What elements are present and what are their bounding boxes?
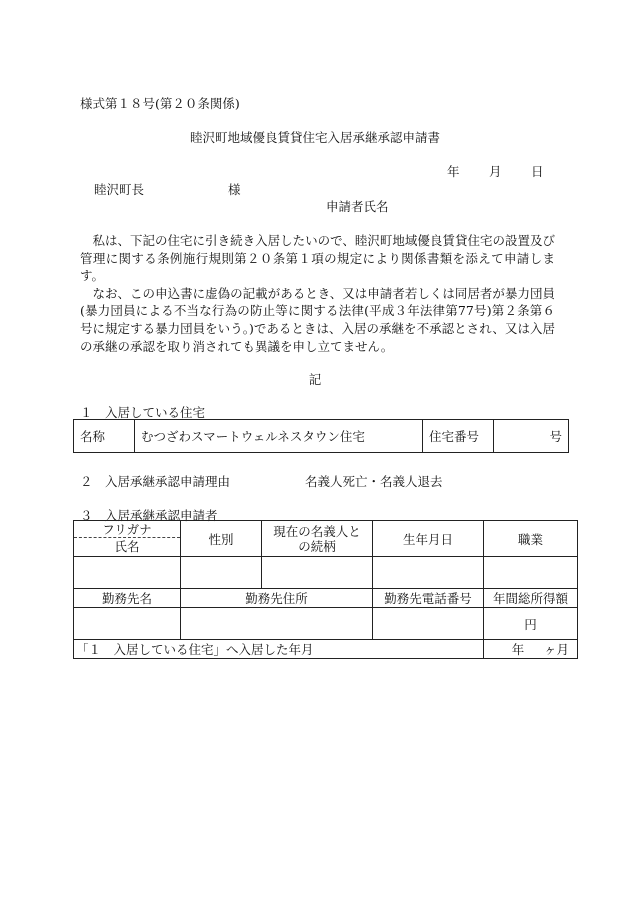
header-workplace-phone: 勤務先電話番号 xyxy=(373,589,484,608)
workplace-address-cell[interactable] xyxy=(181,608,373,640)
succession-reason-value[interactable]: 名義人死亡・名義人退去 xyxy=(305,474,443,489)
applicant-name-label: 申請者氏名 xyxy=(326,199,389,214)
date-day-label: 日 xyxy=(531,164,544,179)
income-suffix: 円 xyxy=(524,616,537,632)
document-title: 睦沢町地域優良賃貸住宅入居承継承認申請書 xyxy=(189,130,440,145)
addressee-suffix: 様 xyxy=(228,182,241,197)
header-name: 氏名 xyxy=(114,539,140,554)
housing-table xyxy=(73,419,569,453)
applicant-gender-cell[interactable] xyxy=(181,557,262,589)
addressee-name: 睦沢町長 xyxy=(94,182,145,197)
declaration-paragraph-2: なお、この申込書に虚偽の記載があるとき、又は申請者若しくは同居者が暴力団員(暴力団員による不当な行為の防止等に関する法律(平成３年法律第77号)第２条第６号に規定する暴力団員をいう。)であるときは、入居の承継を不承認とされ、又は入居の承継の承認を取り消されても異議を申し立てません。 xyxy=(80,285,555,354)
applicant-occupation-cell[interactable] xyxy=(484,557,578,589)
section2-heading-text: ２ 入居承継承認申請理由 xyxy=(80,474,231,489)
housing-number-field[interactable] xyxy=(494,420,569,453)
header-occupation: 職業 xyxy=(484,521,578,557)
header-workplace-name: 勤務先名 xyxy=(74,589,181,608)
housing-name-value[interactable]: むつざわスマートウェルネスタウン住宅 xyxy=(135,420,423,453)
declaration-paragraph-1: 私は、下記の住宅に引き続き入居したいので、睦沢町地域優良賃貸住宅の設置及び管理に関する条例施行規則第２０条第１項の規定により関係書類を添えて申請します。 xyxy=(80,233,555,284)
section1-heading: １ 入居している住宅 xyxy=(80,405,206,420)
header-furigana: フリガナ xyxy=(74,522,180,538)
ki-heading: 記 xyxy=(308,372,322,387)
moved-in-label: 「１ 入居している住宅」へ入居した年月 xyxy=(74,640,484,659)
moved-in-year-label: 年 xyxy=(511,642,525,657)
applicant-relation-cell[interactable] xyxy=(262,557,373,589)
header-relation xyxy=(262,521,373,557)
moved-in-date-cell[interactable] xyxy=(484,640,578,659)
header-birthdate: 生年月日 xyxy=(373,521,484,557)
header-name-cell xyxy=(74,521,181,557)
section2-heading xyxy=(80,472,443,490)
workplace-phone-cell[interactable] xyxy=(373,608,484,640)
applicant-name-cell[interactable] xyxy=(74,557,181,589)
date-year-label: 年 xyxy=(447,164,460,179)
applicant-table xyxy=(73,520,578,659)
header-gender: 性別 xyxy=(181,521,262,557)
declaration-text xyxy=(80,232,555,355)
housing-name-label: 名称 xyxy=(74,420,135,453)
form-number: 様式第１８号(第２０条関係) xyxy=(80,96,240,111)
applicant-birthdate-cell[interactable] xyxy=(373,557,484,589)
date-row xyxy=(447,162,544,180)
header-workplace-address: 勤務先住所 xyxy=(181,589,373,608)
section3-heading: ３ 入居承継承認申請者 xyxy=(80,508,218,523)
moved-in-month-label: ヶ月 xyxy=(543,642,569,657)
workplace-name-cell[interactable] xyxy=(74,608,181,640)
header-annual-income: 年間総所得額 xyxy=(484,589,578,608)
header-relation-line2: の続柄 xyxy=(298,538,336,554)
annual-income-cell[interactable] xyxy=(484,608,578,640)
housing-number-suffix: 号 xyxy=(549,429,562,444)
addressee xyxy=(94,180,241,198)
header-relation-line1: 現在の名義人と xyxy=(273,523,361,539)
date-month-label: 月 xyxy=(489,164,502,179)
housing-number-label: 住宅番号 xyxy=(423,420,494,453)
